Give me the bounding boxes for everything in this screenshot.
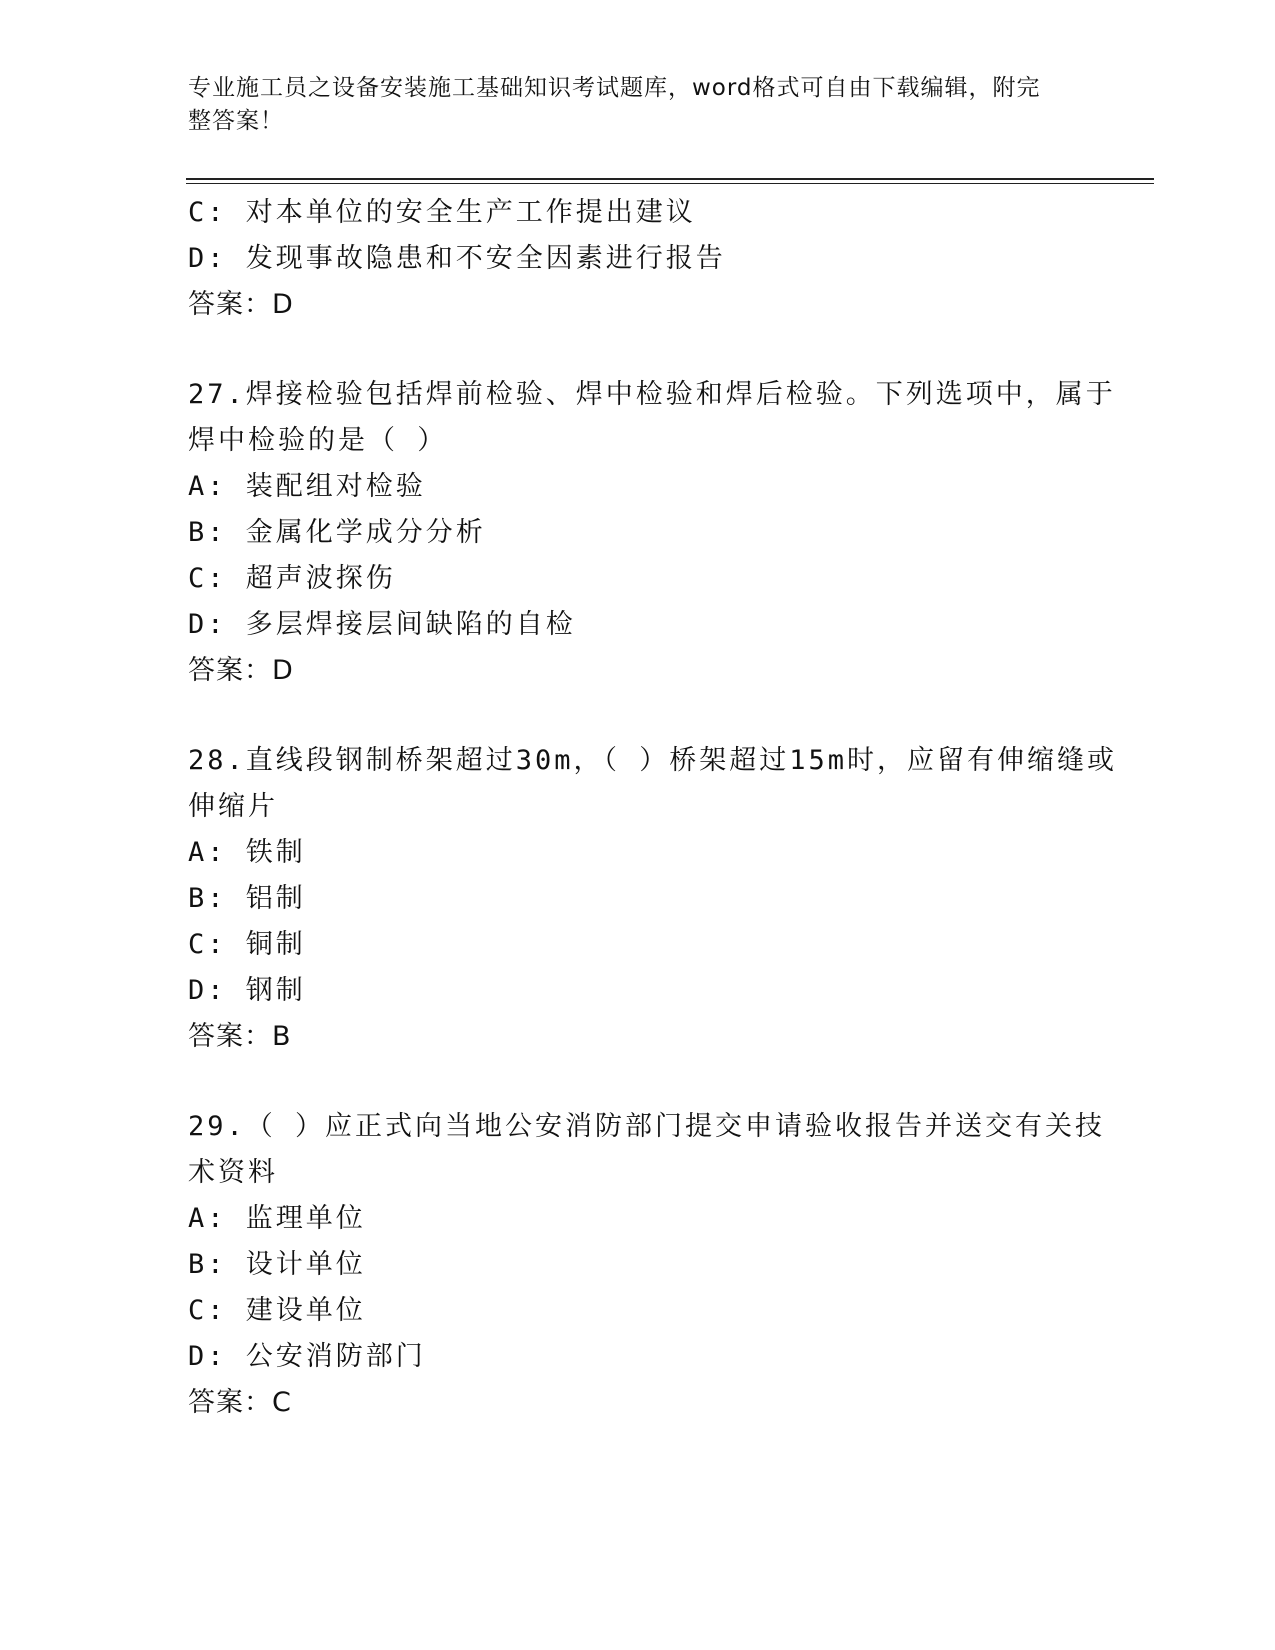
question-28 — [188, 738, 1118, 1060]
question-stem-line-2: 术资料 — [188, 1157, 278, 1188]
option-b: B: 设计单位 — [188, 1249, 366, 1280]
answer-line: 答案：C — [188, 1387, 292, 1418]
option-d: D: 钢制 — [188, 975, 306, 1006]
option-c: C: 对本单位的安全生产工作提出建议 — [188, 197, 696, 228]
header-rule-thin — [186, 183, 1154, 184]
header-line-1: 专业施工员之设备安装施工基础知识考试题库，word格式可自由下载编辑，附完 — [188, 75, 1041, 101]
question-stem-line-1: 29.（ ）应正式向当地公安消防部门提交申请验收报告并送交有关技 — [188, 1111, 1106, 1142]
option-b: B: 铝制 — [188, 883, 306, 914]
question-stem-line-1: 28.直线段钢制桥架超过30m，（ ）桥架超过15m时，应留有伸缩缝或 — [188, 745, 1118, 776]
option-a: A: 装配组对检验 — [188, 471, 426, 502]
option-d: D: 发现事故隐患和不安全因素进行报告 — [188, 243, 726, 274]
question-stem-line-2: 焊中检验的是（ ） — [188, 425, 448, 456]
option-c: C: 铜制 — [188, 929, 306, 960]
answer-line: 答案：B — [188, 1021, 292, 1052]
option-d: D: 公安消防部门 — [188, 1341, 426, 1372]
document-header — [188, 72, 1068, 138]
question-stem-line-2: 伸缩片 — [188, 791, 278, 822]
answer-line: 答案：D — [188, 655, 294, 686]
question-27 — [188, 372, 1116, 694]
option-d: D: 多层焊接层间缺陷的自检 — [188, 609, 576, 640]
question-26-remainder — [188, 190, 1088, 328]
option-a: A: 监理单位 — [188, 1203, 366, 1234]
option-c: C: 超声波探伤 — [188, 563, 396, 594]
question-stem-line-1: 27.焊接检验包括焊前检验、焊中检验和焊后检验。下列选项中，属于 — [188, 379, 1116, 410]
option-c: C: 建设单位 — [188, 1295, 366, 1326]
option-a: A: 铁制 — [188, 837, 306, 868]
answer-line: 答案：D — [188, 289, 294, 320]
option-b: B: 金属化学成分分析 — [188, 517, 486, 548]
header-line-2: 整答案！ — [188, 108, 284, 134]
question-list — [188, 190, 1118, 1426]
question-29 — [188, 1104, 1106, 1426]
header-rule-thick — [186, 178, 1154, 180]
